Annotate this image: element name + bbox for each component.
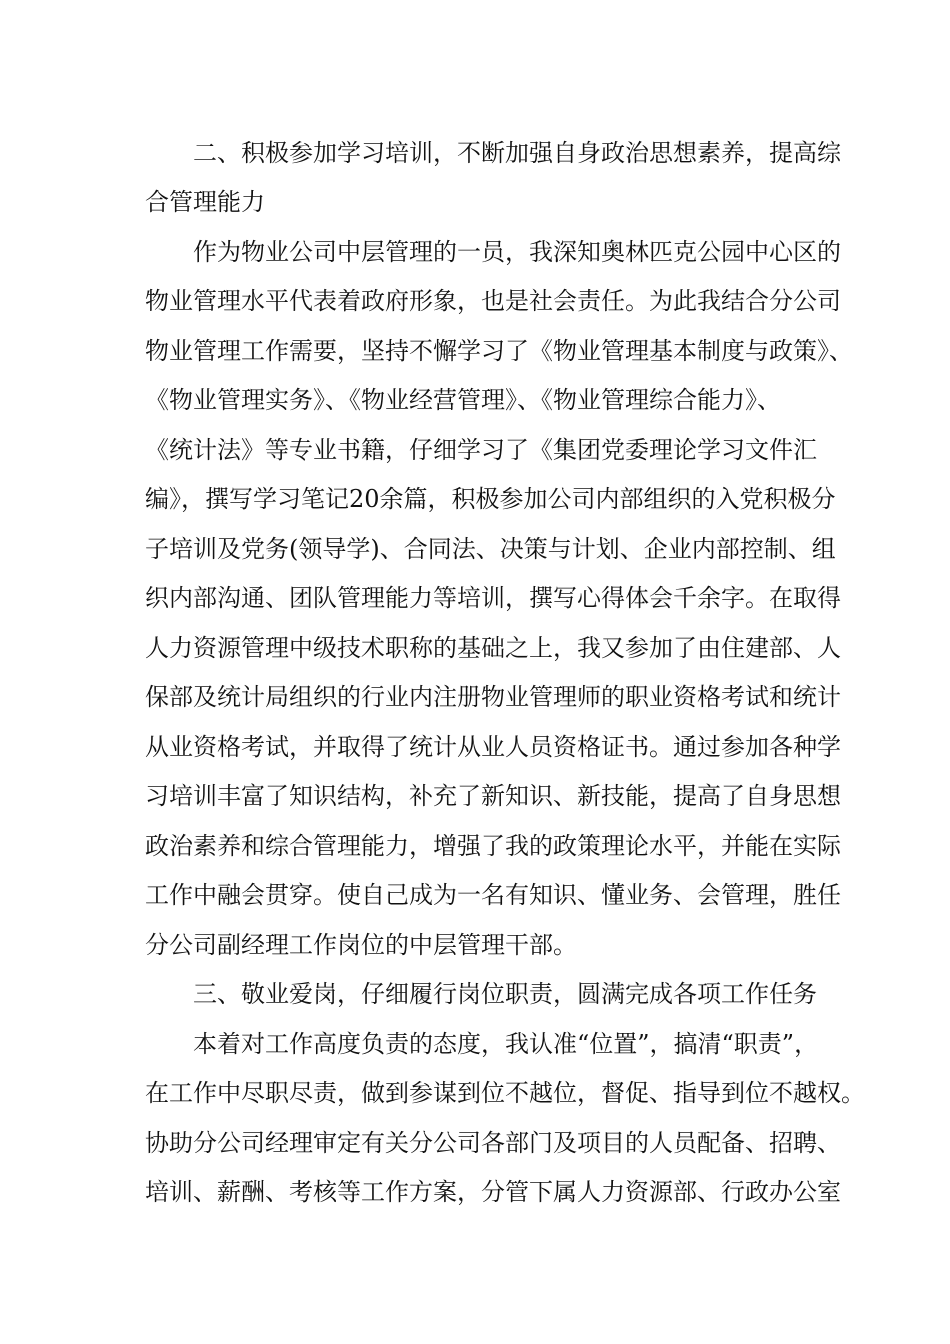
paragraph-line: 编》，撰写学习笔记20余篇，积极参加公司内部组织的入党积极分	[145, 485, 836, 513]
paragraph-line: 人力资源管理中级技术职称的基础之上，我又参加了由住建部、人	[145, 634, 841, 662]
section-three-heading: 三、敬业爱岗，仔细履行岗位职责，圆满完成各项工作任务	[193, 980, 817, 1008]
paragraph-line: 保部及统计局组织的行业内注册物业管理师的职业资格考试和统计	[145, 683, 841, 711]
paragraph-line: 分公司副经理工作岗位的中层管理干部。	[145, 931, 577, 959]
section-two-heading-line-2: 合管理能力	[145, 188, 265, 216]
paragraph-line: 作为物业公司中层管理的一员，我深知奥林匹克公园中心区的	[193, 238, 841, 266]
paragraph-line: 《统计法》等专业书籍，仔细学习了《集团党委理论学习文件汇	[145, 436, 817, 464]
paragraph-line: 织内部沟通、团队管理能力等培训，撰写心得体会千余字。在取得	[145, 584, 841, 612]
paragraph-line: 在工作中尽职尽责，做到参谋到位不越位，督促、指导到位不越权。	[145, 1079, 865, 1107]
paragraph-line: 本着对工作高度负责的态度，我认准“位置”，搞清“职责”，	[193, 1030, 819, 1058]
section-two-heading-line-1: 二、积极参加学习培训，不断加强自身政治思想素养，提高综	[193, 139, 841, 167]
paragraph-line: 协助分公司经理审定有关分公司各部门及项目的人员配备、招聘、	[145, 1129, 841, 1157]
paragraph-line: 物业管理水平代表着政府形象，也是社会责任。为此我结合分公司	[145, 287, 841, 315]
paragraph-line: 从业资格考试，并取得了统计从业人员资格证书。通过参加各种学	[145, 733, 841, 761]
paragraph-line: 习培训丰富了知识结构，补充了新知识、新技能，提高了自身思想	[145, 782, 841, 810]
paragraph-line: 物业管理工作需要，坚持不懈学习了《物业管理基本制度与政策》、	[145, 337, 853, 365]
paragraph-line: 政治素养和综合管理能力，增强了我的政策理论水平，并能在实际	[145, 832, 841, 860]
paragraph-line: 培训、薪酬、考核等工作方案，分管下属人力资源部、行政办公室	[145, 1178, 841, 1206]
paragraph-line: 子培训及党务(领导学)、合同法、决策与计划、企业内部控制、组	[145, 535, 836, 563]
paragraph-line: 工作中融会贯穿。使自己成为一名有知识、懂业务、会管理，胜任	[145, 881, 841, 909]
paragraph-line: 《物业管理实务》、《物业经营管理》、《物业管理综合能力》、	[145, 386, 781, 414]
